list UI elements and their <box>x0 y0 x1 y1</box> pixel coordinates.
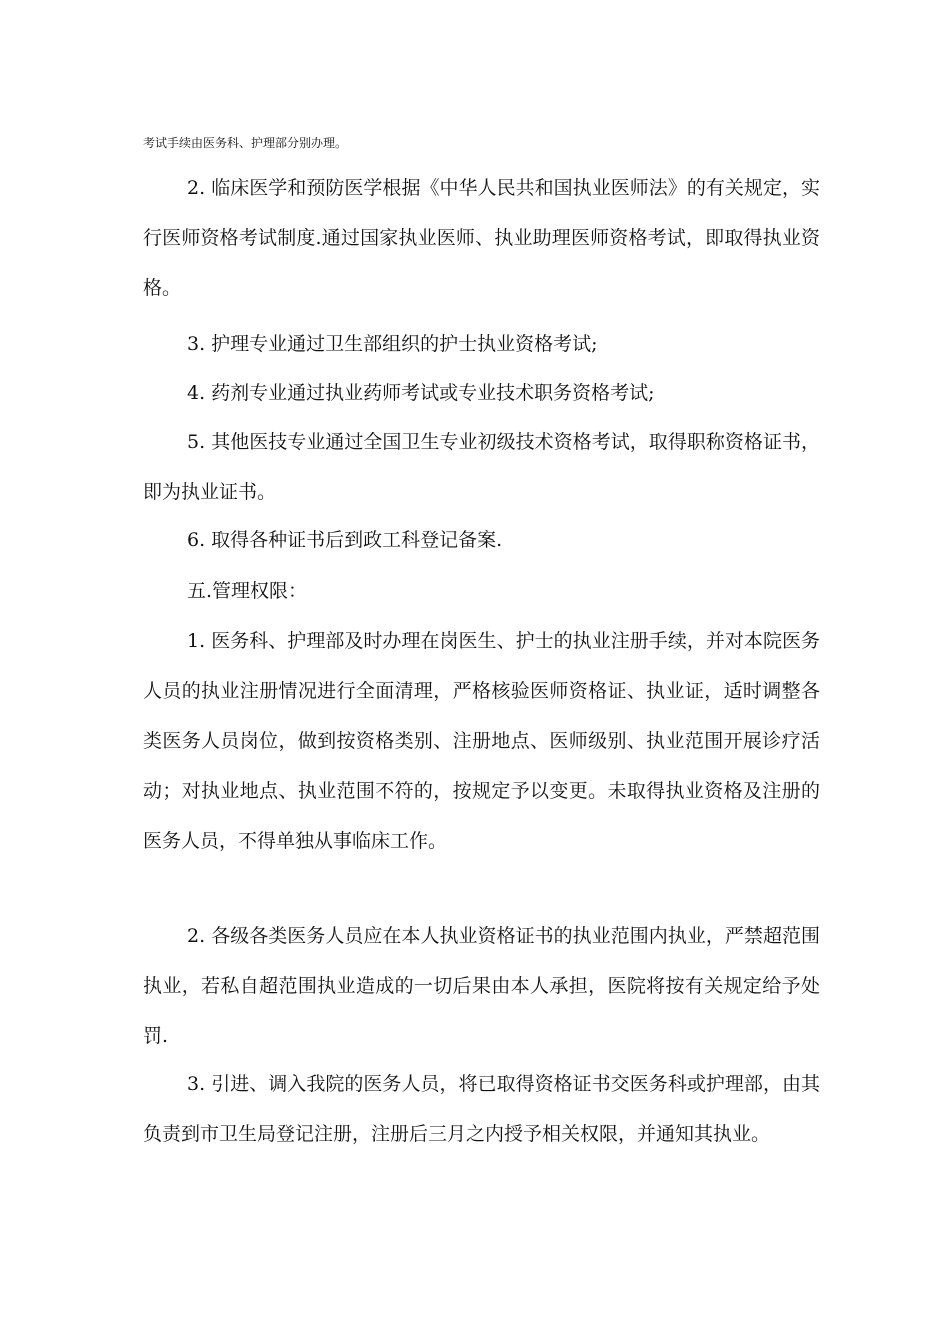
paragraph-text: 3. 引进、调入我院的医务人员，将已取得资格证书交医务科或护理部，由其负责到市卫生局登记注册，注册后三月之内授予相关权限，并通知其执业。 <box>143 1073 820 1145</box>
paragraph-text: 4. 药剂专业通过执业药师考试或专业技术职务资格考试; <box>187 382 655 404</box>
paragraph-4 <box>143 368 820 418</box>
section-heading <box>143 566 820 616</box>
continuation-line: 考试手续由医务科、护理部分别办理。 <box>143 136 348 150</box>
authority-paragraph-2 <box>143 911 820 1061</box>
authority-paragraph-1 <box>143 616 820 866</box>
paragraph-text: 2. 各级各类医务人员应在本人执业资格证书的执业范围内执业，严禁超范围执业，若私自超范围执业造成的一切后果由本人承担，医院将按有关规定给予处罚. <box>143 925 820 1047</box>
section-heading-text: 五.管理权限： <box>187 580 308 602</box>
paragraph-6 <box>143 515 820 565</box>
paragraph-text: 5. 其他医技专业通过全国卫生专业初级技术资格考试，取得职称资格证书，即为执业证书。 <box>143 431 820 503</box>
paragraph-text: 1. 医务科、护理部及时办理在岗医生、护士的执业注册手续，并对本院医务人员的执业注册情况进行全面清理，严格核验医师资格证、执业证，适时调整各类医务人员岗位，做到按资格类别、注册地点、医师级别、执业范围开展诊疗活动；对执业地点、执业范围不符的，按规定予以变更。未取得执业资格及注册的医务人员，不得单独从事临床工作。 <box>143 630 820 852</box>
paragraph-2 <box>143 163 820 313</box>
paragraph-text: 2. 临床医学和预防医学根据《中华人民共和国执业医师法》的有关规定，实行医师资格考试制度.通过国家执业医师、执业助理医师资格考试，即取得执业资格。 <box>143 177 820 299</box>
authority-paragraph-3 <box>143 1059 820 1159</box>
paragraph-text: 3. 护理专业通过卫生部组织的护士执业资格考试; <box>187 333 598 355</box>
paragraph-3 <box>143 319 820 369</box>
paragraph-text: 6. 取得各种证书后到政工科登记备案. <box>187 529 503 551</box>
paragraph-5 <box>143 417 820 517</box>
